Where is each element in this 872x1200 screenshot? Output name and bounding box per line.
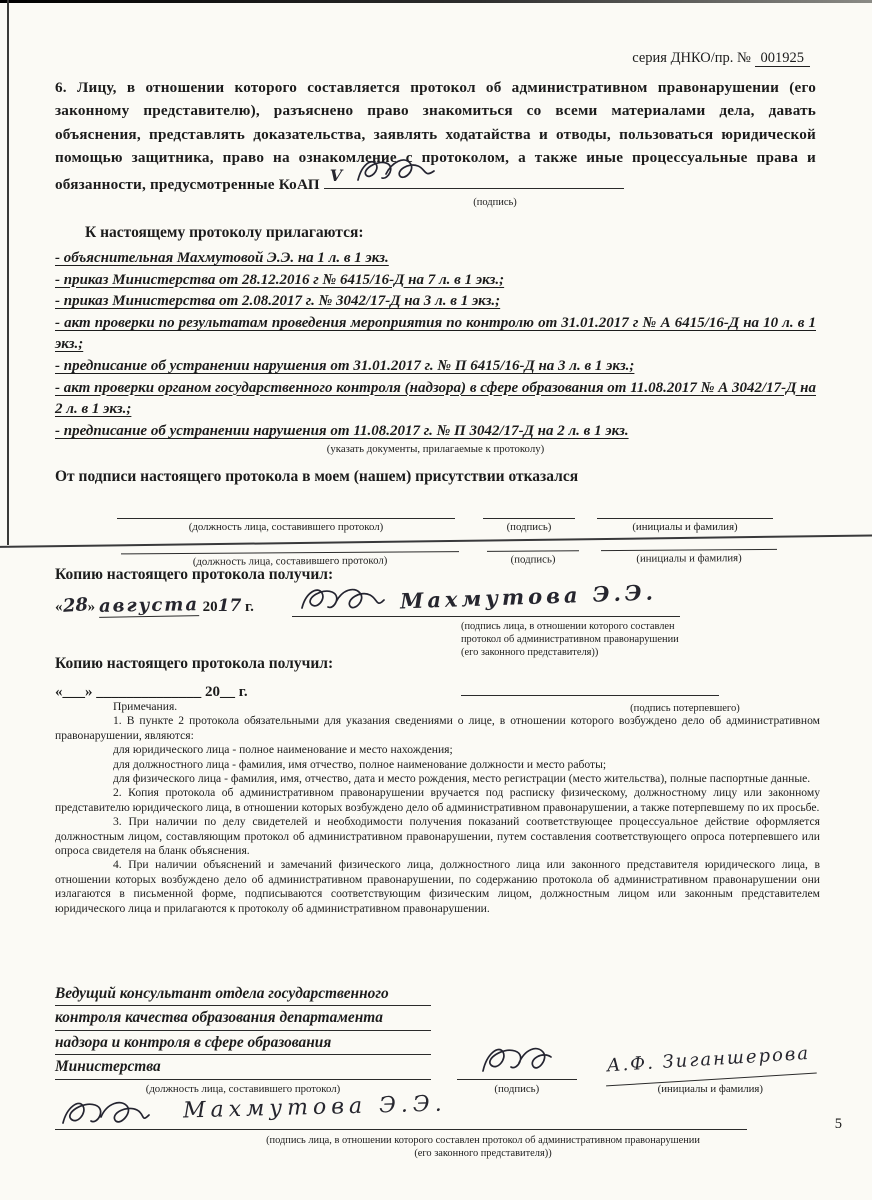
refusal-heading: От подписи настоящего протокола в моем (нашем) присутствии отказался xyxy=(55,468,579,485)
sign-caption: (подпись) xyxy=(510,553,556,566)
signature-line xyxy=(483,506,575,519)
signature-line xyxy=(597,506,773,519)
caption-line: протокол об административном правонарушении xyxy=(461,634,679,645)
note-subitem: для должностного лица - фамилия, имя отчество, полное наименование должности и место работы; xyxy=(113,757,607,771)
handwritten-signature-icon xyxy=(296,584,388,616)
note-paragraph: 2. Копия протокола об административном правонарушении вручается под расписку физическому, должностному лицу или законному представителю юридического лица, в отношении которых возбуждено дело об административном правонарушении, а также потерпевшему по их просьбе. xyxy=(55,786,820,814)
series-label: серия ДНКО/пр. № xyxy=(632,50,751,66)
date-row-blank xyxy=(55,681,816,701)
handwritten-initials-name: А.Ф. Зиганшерова xyxy=(605,1042,811,1076)
official-row xyxy=(55,982,816,1080)
notes-heading: Примечания. xyxy=(113,700,178,713)
signature-col-position xyxy=(117,506,455,533)
attachment-item-text: - приказ Министерства от 2.08.2017 г. № 3042/17-Д на 3 л. в 1 экз.; xyxy=(55,293,501,310)
handwritten-signature-icon xyxy=(55,1097,151,1131)
attachments-section xyxy=(55,224,816,455)
official-title-line: контроля качества образования департамента xyxy=(55,1006,431,1030)
position-caption: (должность лица, составившего протокол) xyxy=(188,521,384,533)
copy-received-heading: Копию настоящего протокола получил: xyxy=(55,655,334,672)
page-number: 5 xyxy=(834,1116,842,1132)
signature-mark: V xyxy=(329,165,343,185)
note-subitem: для юридического лица - полное наименование и место нахождения; xyxy=(113,743,453,757)
victim-signature-blank xyxy=(461,681,719,696)
name-caption: (инициалы и фамилия) xyxy=(657,1082,763,1095)
signature-line xyxy=(117,506,455,519)
caption-line: (подпись лица, в отношении которого составлен xyxy=(461,621,675,632)
caption-line: (подпись лица, в отношении которого составлен протокол об административном правонарушении xyxy=(266,1134,700,1146)
handwritten-name: Махмутова Э.Э. xyxy=(399,579,657,614)
caption-line: (его законного представителя)) xyxy=(414,1147,552,1159)
attachment-item xyxy=(55,356,816,378)
attachment-item xyxy=(55,291,816,313)
date-template: «___» ______________ 20__ г. xyxy=(55,684,248,700)
official-name-area xyxy=(604,1042,817,1086)
notes-section xyxy=(55,700,820,916)
attachment-item xyxy=(55,378,816,421)
signature-col-sign xyxy=(487,538,579,566)
position-caption: (должность лица, составившего протокол) xyxy=(145,1082,341,1095)
note-subitem: для физического лица - фамилия, имя, отчество, дата и место рождения, место регистрации (место жительства), полные паспортные данные. xyxy=(113,772,811,786)
victim-signature-caption: (подпись потерпевшего) xyxy=(630,703,740,714)
final-signature-line xyxy=(55,1091,747,1130)
signature-col-name xyxy=(601,537,777,565)
attachment-item-text: - акт проверки по результатам проведения мероприятия по контролю от 31.01.2017 г № А 6415/16-Д на 10 л. в 1 экз.; xyxy=(55,314,816,353)
name-caption: (инициалы и фамилия) xyxy=(636,552,742,565)
name-caption: (инициалы и фамилия) xyxy=(632,521,738,533)
sign-caption: (подпись) xyxy=(494,1082,540,1095)
sign-caption: (подпись) xyxy=(506,521,552,533)
handwritten-day: 28 xyxy=(61,594,89,617)
attachment-item xyxy=(55,313,816,356)
position-caption: (должность лица, составившего протокол) xyxy=(192,554,388,568)
quote-open: « xyxy=(55,599,63,615)
handwritten-year: 17 xyxy=(217,596,242,616)
attachment-item xyxy=(55,270,816,292)
note-paragraph: 4. При наличии объяснений и замечаний физического лица, должностного лица или законного представителя юридического лица, в отношении которых возбуждено дело об административном правонарушении, по содержанию протокола об административном правонарушении они излагаются в письменной форме, подписываются соответствующим физическим лицом, должностным лицом или законным представителем юридического лица и прилагаются к протоколу об административном правонарушении. xyxy=(55,858,820,915)
attachment-item-text: - объяснительная Махмутовой Э.Э. на 1 л. в 1 экз. xyxy=(55,250,389,266)
copy-received-section-1 xyxy=(55,566,816,659)
official-title-block xyxy=(55,982,431,1080)
date-row xyxy=(55,579,816,617)
series-line xyxy=(632,50,810,67)
year-era: г. xyxy=(245,599,254,615)
clause-6-text: 6. Лицу, в отношении которого составляется протокол об административном правонарушении (его законному представителю), разъяснено право знакомиться со всеми материалами дела, давать объяснения, представлять доказательства, заявлять ходатайства и отводы, пользоваться юридической помощью защитника, право на ознакомление с протоколом, а также иные процессуальные права и обязанности, предусмотренные КоАП xyxy=(55,79,816,193)
handwritten-signature-icon xyxy=(475,1041,555,1079)
attachment-item xyxy=(55,421,816,443)
attachment-item-text: - предписание об устранении нарушения от 11.08.2017 г. № П 3042/17-Д на 2 л. в 1 экз. xyxy=(55,422,629,439)
official-title-line: Министерства xyxy=(55,1055,431,1079)
official-title-line: Ведущий консультант отдела государственного xyxy=(55,982,431,1006)
official-signature-section xyxy=(55,982,816,1160)
signature-blank xyxy=(324,165,624,189)
attachments-caption: (указать документы, прилагаемые к протоколу) xyxy=(326,443,545,456)
attachment-item-text: - приказ Министерства от 28.12.2016 г № 6415/16-Д на 7 л. в 1 экз.; xyxy=(55,271,505,288)
year-century: 20 xyxy=(202,599,218,615)
copy-received-caption xyxy=(461,620,816,659)
attachments-heading: К настоящему протоколу прилагаются: xyxy=(85,224,364,241)
signature-row xyxy=(117,506,816,533)
official-title-line: надзора и контроля в сфере образования xyxy=(55,1031,431,1055)
handwritten-signature-icon xyxy=(352,154,438,188)
official-signature-area xyxy=(457,1039,577,1080)
scan-left-edge-artifact xyxy=(7,0,9,545)
quote-close: » xyxy=(87,599,96,615)
attachment-item xyxy=(55,248,816,270)
copy-received-heading: Копию настоящего протокола получил: xyxy=(55,566,334,583)
final-signature-caption xyxy=(133,1134,833,1160)
series-number: 001925 xyxy=(755,50,811,67)
clause-6-paragraph xyxy=(55,76,816,196)
final-signature-section xyxy=(55,1091,816,1160)
attachment-item-text: - акт проверки органом государственного контроля (надзора) в сфере образования от 11.08.2017 № А 3042/17-Д на 2 л. в 1 экз.; xyxy=(55,379,816,418)
signature-col-sign xyxy=(483,506,575,533)
clause-6-section xyxy=(55,76,816,208)
note-paragraph: 1. В пункте 2 протокола обязательными для указания сведениями о лице, в отношении которого возбуждено дело об административном правонарушении, являются: xyxy=(55,714,820,742)
signature-area xyxy=(292,579,680,617)
note-paragraph: 3. При наличии по делу свидетелей и необходимости получения показаний соответствующее процессуальное действие оформляется должностным лицом, составляющим протокол об административном правонарушении, путем составления соответствующего опроса потерпевшего или опроса свидетеля на бланк объяснения. xyxy=(55,815,820,858)
handwritten-name: Махмутова Э.Э. xyxy=(182,1091,448,1124)
refusal-section xyxy=(55,468,816,572)
scan-top-edge-artifact xyxy=(0,0,872,3)
handwritten-month: августа xyxy=(98,594,200,617)
attachment-item-text: - предписание об устранении нарушения от 31.01.2017 г. № П 6415/16-Д на 3 л. в 1 экз.; xyxy=(55,357,635,374)
signature-caption: (подпись) xyxy=(473,197,517,209)
caption-line: (его законного представителя)) xyxy=(461,647,599,658)
signature-col-name xyxy=(597,506,773,533)
